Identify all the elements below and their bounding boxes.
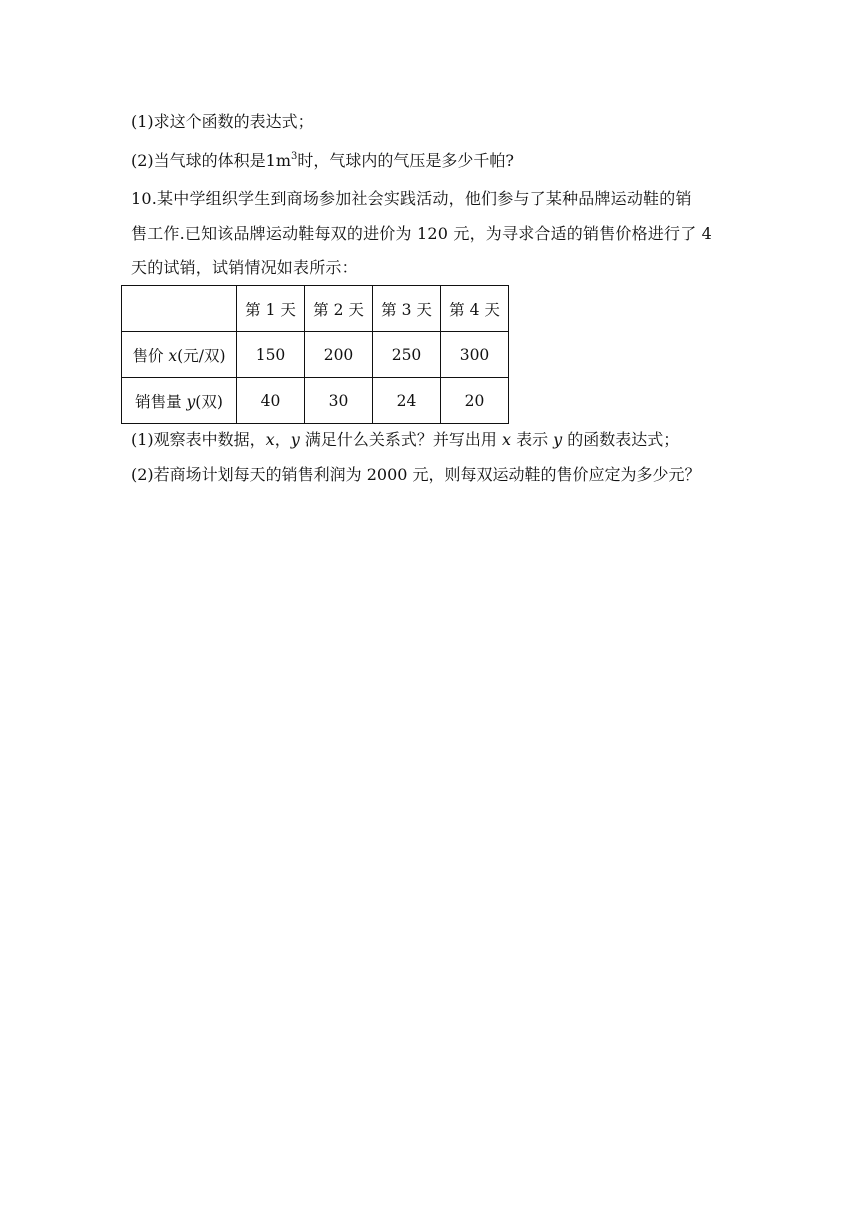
- table-cell: 24: [373, 378, 441, 424]
- table-cell: 30: [305, 378, 373, 424]
- q9-part2-pre: (2)当气球的体积是1m: [131, 151, 292, 170]
- table-header-cell: 第 1 天: [237, 286, 305, 332]
- q9-part1: [131, 112, 314, 132]
- row-label-pre: 售价: [132, 346, 169, 365]
- table-cell: 20: [441, 378, 509, 424]
- table-cell: 40: [237, 378, 305, 424]
- q10-sub1-y: y: [290, 430, 300, 449]
- table-header-cell: [122, 286, 237, 332]
- row-label-pre: 销售量: [135, 392, 187, 411]
- q10-line2: [131, 224, 731, 244]
- q10-sub2-text: (2)若商场计划每天的销售利润为 2000 元，则每双运动鞋的售价应定为多少元？: [131, 465, 701, 484]
- row-label-post: (元/双): [177, 346, 226, 365]
- q9-part1-text: (1)求这个函数的表达式；: [131, 112, 314, 131]
- row-label-sales: [122, 378, 237, 424]
- q10-sub1-e: 的函数表达式；: [562, 430, 680, 449]
- q10-sub1-a: (1)观察表中数据，: [131, 430, 266, 449]
- sales-table: [121, 285, 509, 424]
- q10-line3: [131, 258, 731, 278]
- q10-sub1-y2: y: [553, 430, 563, 449]
- q10-sub1: [131, 430, 679, 450]
- q10-sub1-b: ，: [274, 430, 291, 449]
- q10-sub1-x: x: [265, 430, 275, 449]
- table-header-cell: 第 3 天: [373, 286, 441, 332]
- table-cell: 250: [373, 332, 441, 378]
- q10-line1-text: 10.某中学组织学生到商场参加社会实践活动，他们参与了某种品牌运动鞋的销: [131, 189, 692, 208]
- table-row: [122, 332, 509, 378]
- table-header-cell: 第 4 天: [441, 286, 509, 332]
- q10-line2-text: 售工作.已知该品牌运动鞋每双的进价为 120 元，为寻求合适的销售价格进行了 4: [131, 224, 713, 243]
- table-header-row: [122, 286, 509, 332]
- q10-sub1-c: 满足什么关系式？并写出用: [299, 430, 502, 449]
- q10-sub1-x2: x: [501, 430, 511, 449]
- q9-part2: [131, 151, 514, 171]
- q9-part2-post: 时，气球内的气压是多少千帕?: [297, 151, 514, 170]
- row-label-price: [122, 332, 237, 378]
- table-header-cell: 第 2 天: [305, 286, 373, 332]
- table-cell: 200: [305, 332, 373, 378]
- q9-part2-superscript: 3: [291, 151, 298, 162]
- row-label-var: y: [186, 392, 196, 411]
- table-cell: 300: [441, 332, 509, 378]
- row-label-var: x: [168, 346, 178, 365]
- table-cell: 150: [237, 332, 305, 378]
- q10-line1: [131, 189, 731, 209]
- q10-sub1-d: 表示: [510, 430, 554, 449]
- q10-line3-text: 天的试销，试销情况如表所示：: [131, 258, 358, 277]
- table-row: [122, 378, 509, 424]
- row-label-post: (双): [195, 392, 223, 411]
- q10-sub2: [131, 465, 701, 485]
